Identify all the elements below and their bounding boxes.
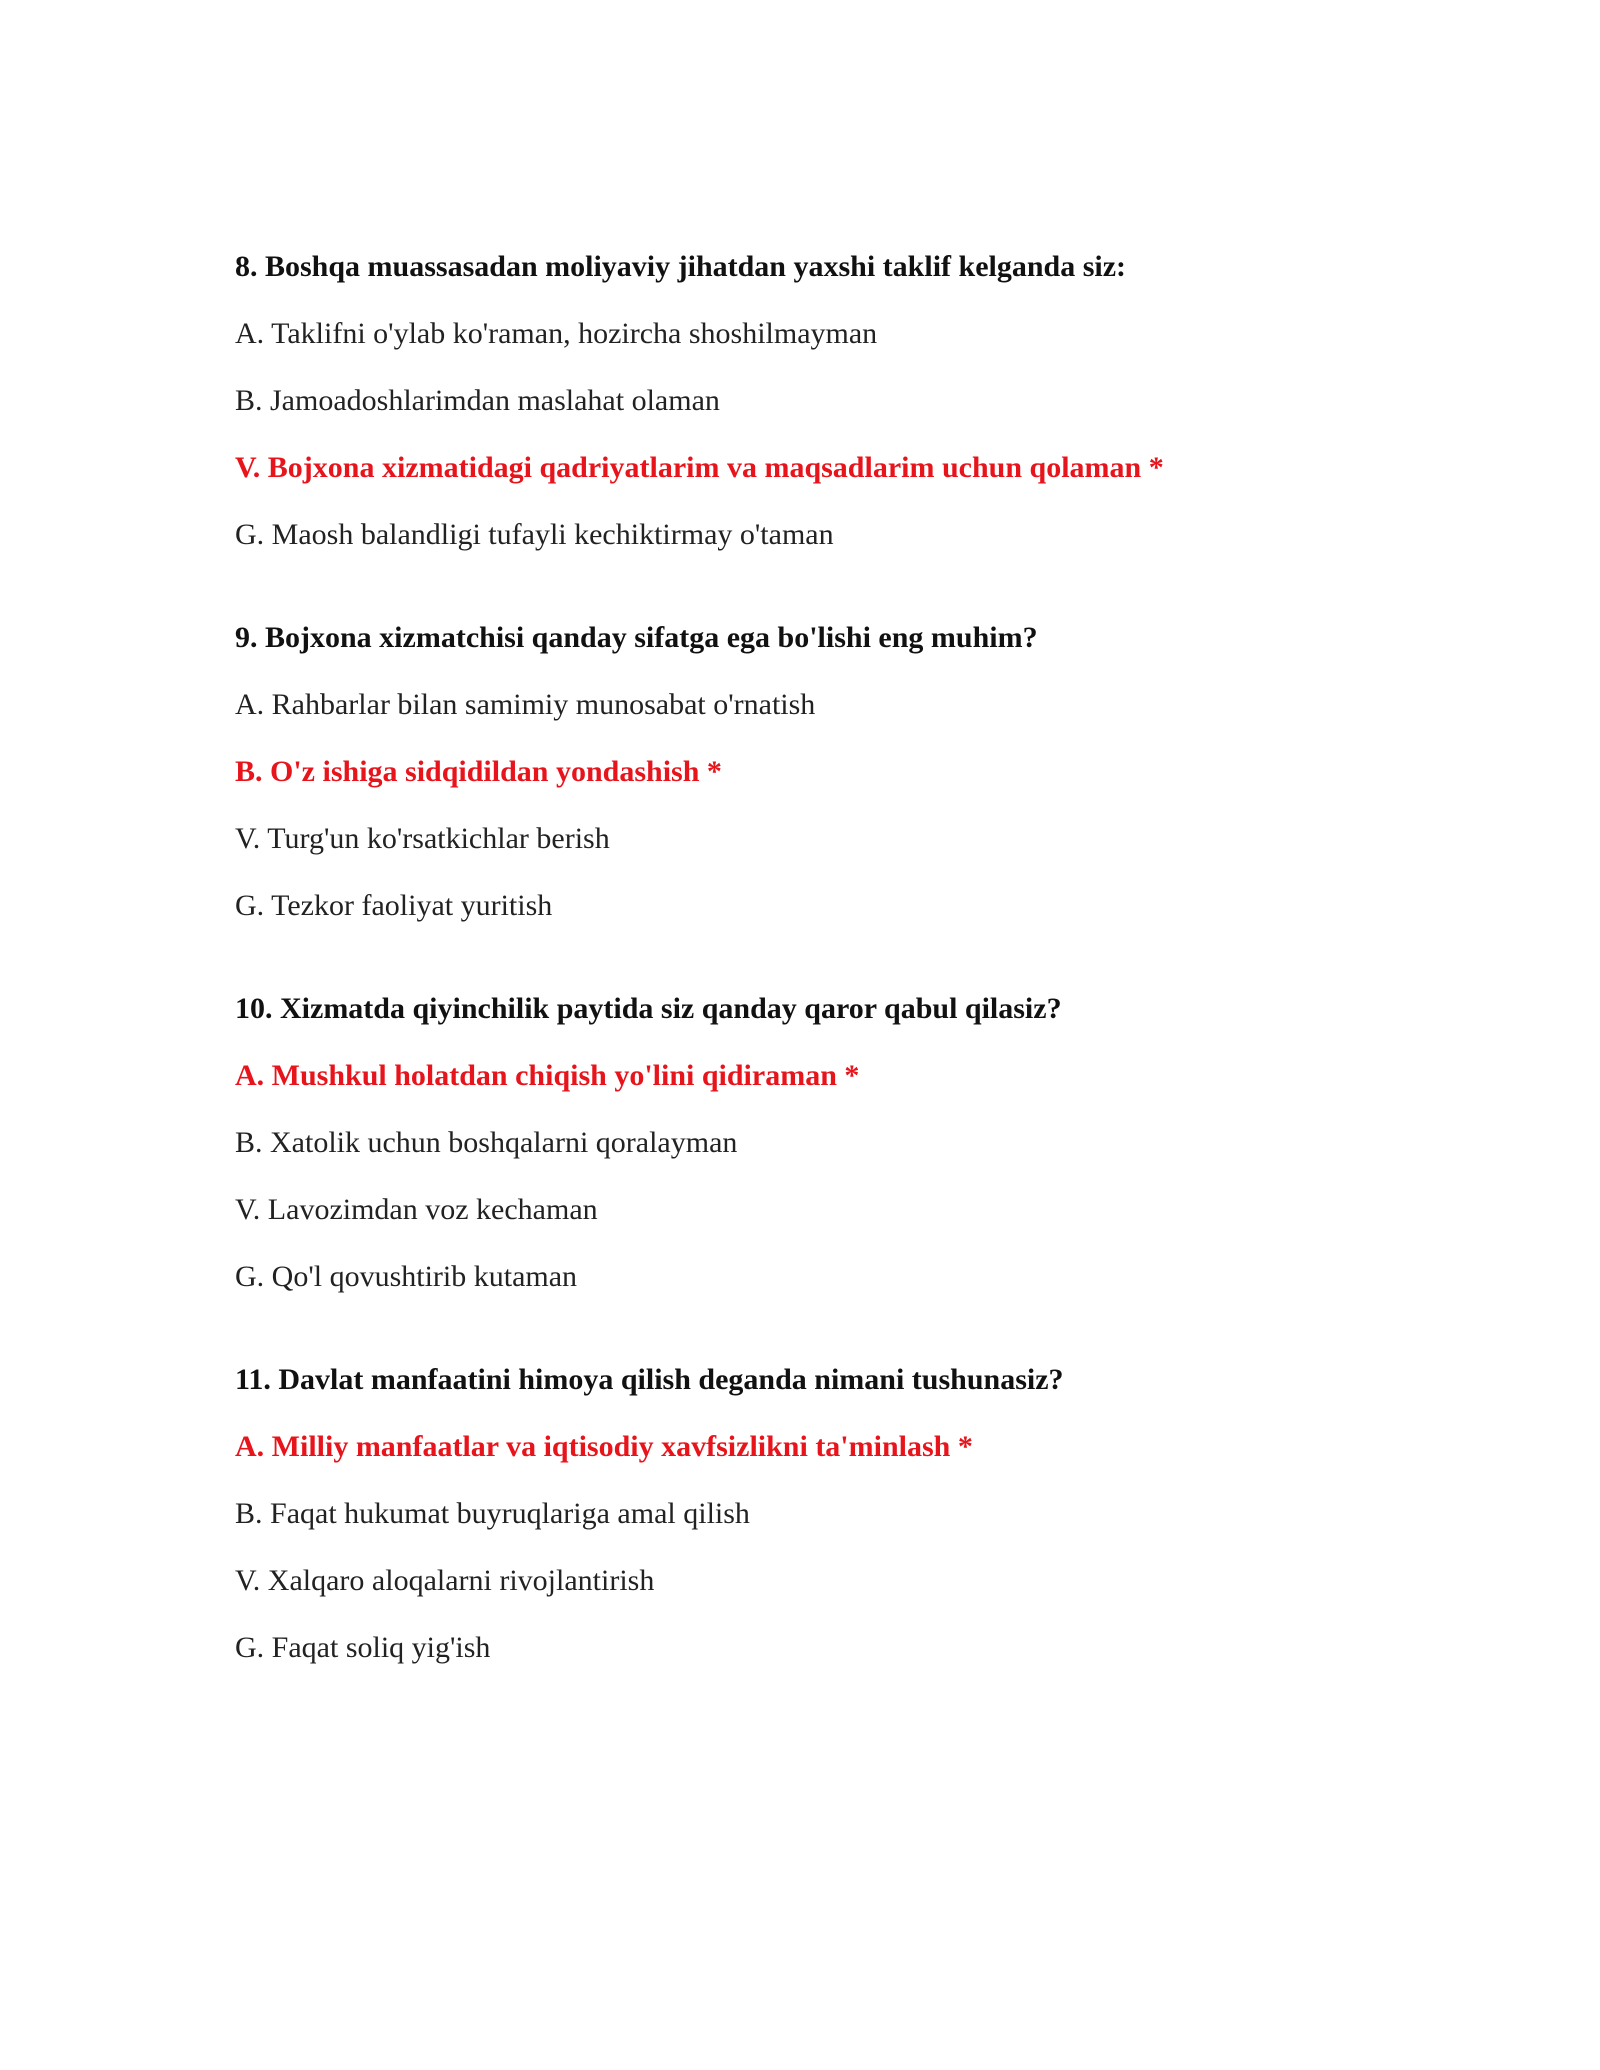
answer-option-g: G. Tezkor faoliyat yuritish <box>235 889 553 922</box>
answer-option-v: V. Xalqaro aloqalarni rivojlantirish <box>235 1564 655 1597</box>
answer-option-a-correct: A. Milliy manfaatlar va iqtisodiy xavfsizlikni ta'minlash * <box>235 1430 973 1463</box>
question-10 <box>235 991 1415 1295</box>
answer-option-a: A. Taklifni o'ylab ko'raman, hozircha shoshilmayman <box>235 317 878 350</box>
answer-option-b: B. Xatolik uchun boshqalarni qoralayman <box>235 1126 738 1159</box>
answer-option-g: G. Qo'l qovushtirib kutaman <box>235 1260 578 1293</box>
question-11 <box>235 1362 1415 1666</box>
answer-option-b: B. Faqat hukumat buyruqlariga amal qilish <box>235 1497 750 1530</box>
question-9 <box>235 620 1415 924</box>
answer-option-g: G. Faqat soliq yig'ish <box>235 1631 491 1664</box>
question-8 <box>235 249 1415 553</box>
answer-option-a-correct: A. Mushkul holatdan chiqish yo'lini qidiraman * <box>235 1059 860 1092</box>
question-title: 9. Bojxona xizmatchisi qanday sifatga ega bo'lishi eng muhim? <box>235 621 1038 654</box>
question-title: 8. Boshqa muassasadan moliyaviy jihatdan yaxshi taklif kelganda siz: <box>235 250 1127 283</box>
answer-option-a: A. Rahbarlar bilan samimiy munosabat o'rnatish <box>235 688 816 721</box>
answer-option-v: V. Lavozimdan voz kechaman <box>235 1193 598 1226</box>
question-title: 11. Davlat manfaatini himoya qilish deganda nimani tushunasiz? <box>235 1363 1064 1396</box>
answer-option-g: G. Maosh balandligi tufayli kechiktirmay o'taman <box>235 518 834 551</box>
answer-option-v-correct: V. Bojxona xizmatidagi qadriyatlarim va maqsadlarim uchun qolaman * <box>235 451 1164 484</box>
question-list <box>235 249 1415 1733</box>
answer-option-b-correct: B. O'z ishiga sidqidildan yondashish * <box>235 755 722 788</box>
answer-option-b: B. Jamoadoshlarimdan maslahat olaman <box>235 384 720 417</box>
question-title: 10. Xizmatda qiyinchilik paytida siz qanday qaror qabul qilasiz? <box>235 992 1062 1025</box>
answer-option-v: V. Turg'un ko'rsatkichlar berish <box>235 822 610 855</box>
